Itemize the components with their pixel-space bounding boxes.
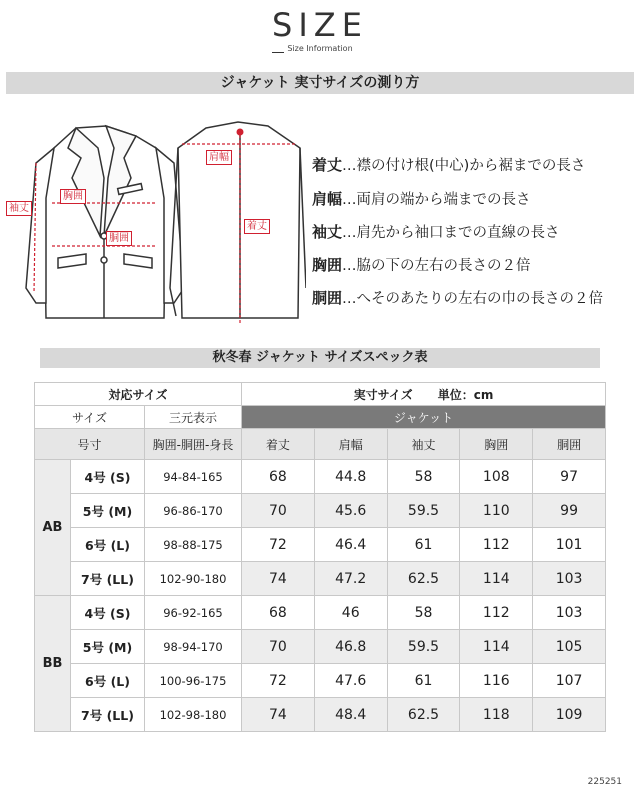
value-cell: 74	[242, 562, 315, 596]
value-cell: 118	[460, 698, 533, 732]
value-cell: 103	[533, 596, 606, 630]
value-cell: 74	[242, 698, 315, 732]
value-cell: 68	[242, 596, 315, 630]
value-cell: 109	[533, 698, 606, 732]
value-cell: 114	[460, 562, 533, 596]
value-cell: 99	[533, 494, 606, 528]
table-row	[35, 596, 606, 630]
table-row	[35, 562, 606, 596]
size-cell: 5号 (M)	[71, 494, 145, 528]
jacket-header: ジャケット	[242, 406, 606, 429]
value-cell: 47.6	[314, 664, 387, 698]
dim-cell: 102-98-180	[145, 698, 242, 732]
size-label: サイズ	[35, 406, 145, 429]
dim-cell: 100-96-175	[145, 664, 242, 698]
legend-term: 袖丈	[312, 223, 343, 241]
legend-term: 胸囲	[312, 256, 343, 274]
value-cell: 103	[533, 562, 606, 596]
label-sleeve: 袖丈	[6, 201, 32, 216]
taiou-header: 対応サイズ	[35, 383, 242, 406]
value-cell: 46.8	[314, 630, 387, 664]
value-cell: 62.5	[387, 698, 460, 732]
value-cell: 59.5	[387, 494, 460, 528]
table-row	[35, 494, 606, 528]
page-subtitle: Size Information	[287, 44, 353, 53]
size-cell: 5号 (M)	[71, 630, 145, 664]
legend-desc: …脇の下の左右の長さの２倍	[342, 258, 531, 274]
value-cell: 72	[242, 528, 315, 562]
value-cell: 68	[242, 460, 315, 494]
dim-cell: 96-92-165	[145, 596, 242, 630]
jissun-header	[242, 383, 606, 406]
size-cell: 4号 (S)	[71, 460, 145, 494]
jacket-back-outline	[178, 122, 300, 318]
group-label: BB	[35, 596, 71, 732]
value-cell: 112	[460, 596, 533, 630]
label-shoulder: 肩幅	[206, 150, 232, 165]
legend-row	[312, 254, 531, 275]
legend-desc: …肩先から袖口までの直線の長さ	[342, 225, 560, 241]
product-code: 225251	[587, 777, 622, 787]
table-row	[35, 664, 606, 698]
size-spec-table	[34, 382, 606, 732]
sangen-label: 三元表示	[145, 406, 242, 429]
value-cell: 48.4	[314, 698, 387, 732]
label-length: 着丈	[244, 219, 270, 234]
dim-cell: 102-90-180	[145, 562, 242, 596]
unit-label: 単位：cm	[437, 387, 494, 402]
legend-row	[312, 287, 603, 308]
label-waist: 胴囲	[106, 231, 132, 246]
value-cell: 47.2	[314, 562, 387, 596]
value-cell: 108	[460, 460, 533, 494]
value-cell: 72	[242, 664, 315, 698]
col-header: 胴囲	[533, 429, 606, 460]
measure-section-header: ジャケット 実寸サイズの測り方	[6, 72, 634, 94]
col-header: 袖丈	[387, 429, 460, 460]
dim-cell: 94-84-165	[145, 460, 242, 494]
dim-cell: 98-88-175	[145, 528, 242, 562]
collar-point-marker	[237, 129, 244, 136]
value-cell: 58	[387, 596, 460, 630]
size-cell: 4号 (S)	[71, 596, 145, 630]
size-cell: 7号 (LL)	[71, 698, 145, 732]
legend-row	[312, 154, 585, 175]
value-cell: 110	[460, 494, 533, 528]
col-header: 胸囲	[460, 429, 533, 460]
value-cell: 116	[460, 664, 533, 698]
table-row	[35, 528, 606, 562]
value-cell: 101	[533, 528, 606, 562]
size-cell: 6号 (L)	[71, 664, 145, 698]
value-cell: 44.8	[314, 460, 387, 494]
value-cell: 61	[387, 528, 460, 562]
dim-cell: 98-94-170	[145, 630, 242, 664]
value-cell: 114	[460, 630, 533, 664]
label-chest: 胸囲	[60, 189, 86, 204]
gou-label: 号寸	[35, 429, 145, 460]
col-header: 肩幅	[314, 429, 387, 460]
table-row	[35, 698, 606, 732]
legend-row	[312, 188, 531, 209]
col-header: 着丈	[242, 429, 315, 460]
value-cell: 46.4	[314, 528, 387, 562]
jissun-label: 実寸サイズ	[353, 387, 413, 402]
value-cell: 107	[533, 664, 606, 698]
legend-desc: …へそのあたりの左右の巾の長さの２倍	[342, 291, 604, 307]
size-cell: 7号 (LL)	[71, 562, 145, 596]
value-cell: 61	[387, 664, 460, 698]
legend-term: 胴囲	[312, 289, 343, 307]
group-label: AB	[35, 460, 71, 596]
dim-cell: 96-86-170	[145, 494, 242, 528]
value-cell: 46	[314, 596, 387, 630]
value-cell: 62.5	[387, 562, 460, 596]
table-row	[35, 460, 606, 494]
value-cell: 105	[533, 630, 606, 664]
table-row	[35, 630, 606, 664]
page-title: SIZE	[272, 6, 368, 44]
dim-label: 胸囲-胴囲-身長	[145, 429, 242, 460]
value-cell: 70	[242, 494, 315, 528]
legend-row	[312, 221, 560, 242]
value-cell: 70	[242, 630, 315, 664]
value-cell: 45.6	[314, 494, 387, 528]
spec-section-header: 秋冬春 ジャケット サイズスペック表	[40, 348, 600, 368]
value-cell: 59.5	[387, 630, 460, 664]
value-cell: 58	[387, 460, 460, 494]
legend-desc: …両肩の端から端までの長さ	[342, 192, 531, 208]
legend-term: 着丈	[312, 156, 343, 174]
legend-desc: …襟の付け根(中心)から裾までの長さ	[342, 158, 586, 174]
value-cell: 112	[460, 528, 533, 562]
size-cell: 6号 (L)	[71, 528, 145, 562]
legend-term: 肩幅	[312, 190, 343, 208]
value-cell: 97	[533, 460, 606, 494]
